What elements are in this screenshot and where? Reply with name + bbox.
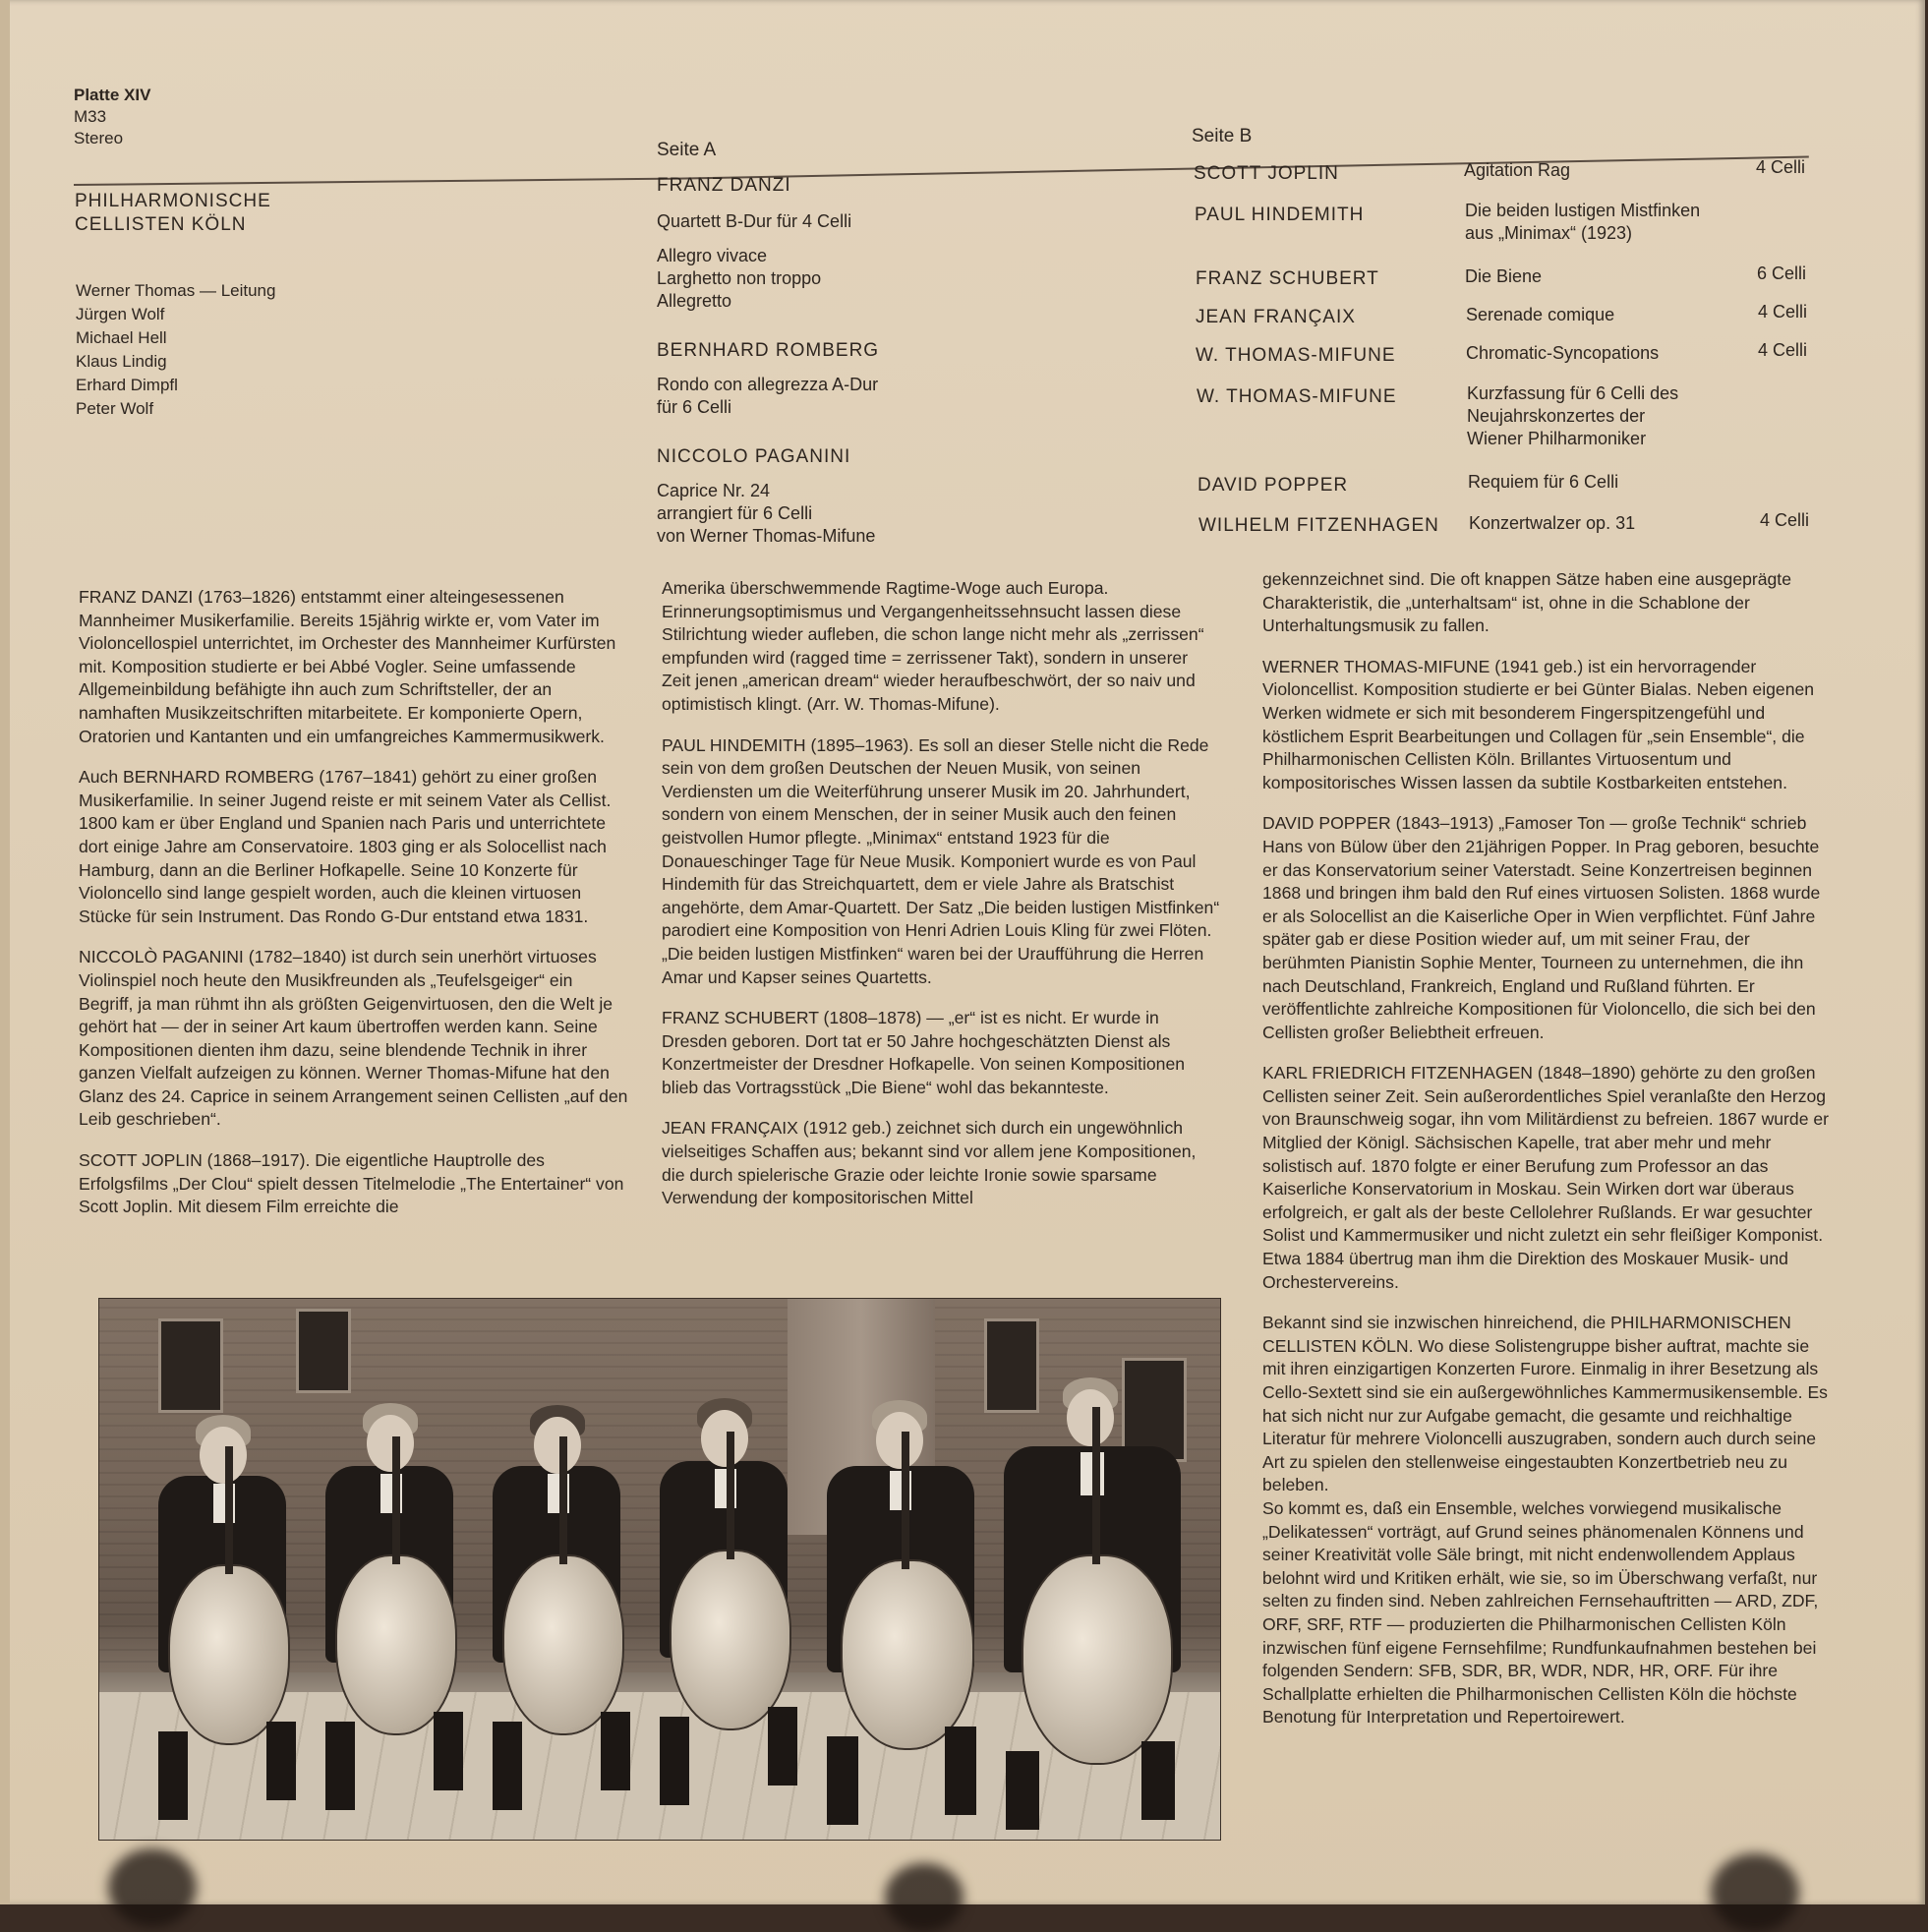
- work-title: für 6 Celli: [657, 397, 732, 417]
- musician: Werner Thomas — Leitung: [76, 281, 276, 300]
- note-paragraph: gekennzeichnet sind. Die oft knappen Sätze haben eine ausgeprägte Charakteristik, die „unterhaltsam“ ist, ohne in die Schablone der Unterhaltungsmusik zu fallen.: [1262, 569, 1791, 636]
- note-paragraph: KARL FRIEDRICH FITZENHAGEN (1848–1890) gehörte zu den großen Cellisten seiner Zeit. Sein außerordentliches Spiel veranlaßte den Herzog von Braunschweig sogar, ihn vom Militärdienst zu befreien. 1867 wurde er Mitglied der Königl. Sächsischen Kapelle, trat aber mehr und mehr solistisch auf. 1870 folgte er einer Berufung zum Professor an das Kaiserliche Konservatorium in Moskau. Sein Wirken dort war überaus erfolgreich, er galt als der beste Cellolehrer Rußlands. Er war gesuchter Solist und Kammermusiker und nicht zuletzt ein sehr fleißiger Komponist. Etwa 1884 übertrug man ihm die Direktion des Moskauer Musik- und Orchestervereins.: [1262, 1063, 1830, 1292]
- movement: Allegretto: [657, 291, 732, 311]
- side-a-label: Seite A: [657, 140, 717, 160]
- cellist: [139, 1407, 306, 1820]
- note-paragraph: NICCOLÒ PAGANINI (1782–1840) ist durch sein unerhört virtuoses Violinspiel noch heute den Musikfreunden als „Teufelsgeiger“ ein Begriff, ja man rühmt ihn als größten Geigenvirtuosen, den die Welt je gehört hat — der in seiner Art kaum übertroffen werden kann. Seine Kompositionen dienten ihm dazu, seine blendende Technik in ihrer ganzen Vielfalt aufzeigen zu können. Werner Thomas-Mifune hat den Glanz des 24. Caprice in seinem Arrangement seinen Cellisten „auf den Leib geschrieben“.: [79, 947, 628, 1130]
- celli-count: 4 Celli: [1758, 340, 1808, 360]
- musician-list: [76, 279, 275, 421]
- work-title: von Werner Thomas-Mifune: [657, 526, 876, 546]
- note-paragraph: PAUL HINDEMITH (1895–1963). Es soll an dieser Stelle nicht die Rede sein von dem großen Deutschen der Neuen Musik, von seinen Verdiensten um die Weiterführung unserer Musik im 20. Jahrhundert, sondern von einem Menschen, der in seiner Musik auch den feinen geistvollen Humor pflegte. „Minimax“ entstand 1923 für die Donaueschinger Tage für Neue Musik. Komponiert wurde es von Paul Hindemith für das Streichquartett, dem er viele Jahre als Bratschist angehörte, dem Amar-Quartett. Der Satz „Die beiden lustigen Mistfinken“ parodiert eine Komposition von Henri Adrien Louis Kling für zwei Flöten. „Die beiden lustigen Mistfinken“ waren bei der Uraufführung die Herren Amar und Kapser seines Quartetts.: [662, 734, 1220, 987]
- cellist: [640, 1392, 807, 1805]
- page-edge: [0, 0, 10, 1904]
- composer-name: BERNHARD ROMBERG: [657, 340, 880, 361]
- work-line: Kurzfassung für 6 Celli des: [1467, 383, 1679, 403]
- side-b-label: Seite B: [1192, 126, 1253, 146]
- celli-count: 4 Celli: [1760, 510, 1810, 530]
- record-number: Platte XIV: [74, 86, 151, 104]
- ensemble-photo-icon: [98, 1298, 1221, 1841]
- work-title: Serenade comique: [1466, 305, 1615, 324]
- work-title: [1465, 200, 1700, 245]
- work-line: Wiener Philharmoniker: [1467, 429, 1647, 448]
- composer-name: NICCOLO PAGANINI: [657, 446, 851, 467]
- movement: Allegro vivace: [657, 246, 768, 265]
- note-paragraph: SCOTT JOPLIN (1868–1917). Die eigentliche Hauptrolle des Erfolgsfilms „Der Clou“ spielt dessen Titelmelodie „The Entertainer“ von Scott Joplin. Mit diesem Film erreichte die: [79, 1150, 624, 1217]
- window: [158, 1318, 223, 1413]
- note-paragraph: Bekannt sind sie inzwischen hinreichend, die PHILHARMONISCHEN CELLISTEN KÖLN. Wo diese Solistengruppe bisher auftrat, machte sie mit ihren einzigartigen Konzerten Furore. Einmalig in ihrer Besetzung als Cello-Sextett sind sie ein außergewöhnliches Kammermusikensemble. Es hat sich nicht nur zur Aufgabe gemacht, die gesamte und reichhaltige Literatur für mehrere Violoncelli auszugraben, sondern auch durch seine Art zu spielen den stellenweise eingestaubten Konzertbetrieb neu zu beleben.: [1262, 1313, 1828, 1495]
- note-paragraph: JEAN FRANÇAIX (1912 geb.) zeichnet sich durch ein ungewöhnlich vielseitiges Schaffen aus; bekannt sind vor allem jene Kompositionen, die durch spielerische Grazie oder leichte Ironie sowie sparsame Verwendung der kompositorischen Mittel: [662, 1118, 1197, 1208]
- work-title: Die Biene: [1465, 266, 1543, 286]
- work-title: Caprice Nr. 24: [657, 481, 771, 500]
- composer-name: PAUL HINDEMITH: [1195, 205, 1365, 225]
- work-title: Rondo con allegrezza A-Dur: [657, 375, 879, 394]
- note-paragraph: Auch BERNHARD ROMBERG (1767–1841) gehört zu einer großen Musikerfamilie. In seiner Jugend reiste er mit seinem Vater als Cellist. 1800 kam er über England und Spanien nach Paris und unterrichtete dort einige Jahre am Conservatoire. 1803 ging er als Solocellist nach Hamburg, dann an die Berliner Hofkapelle. Seine 10 Konzerte für Violoncello sind lange gespielt worden, auch die kleinen virtuosen Stücke für sein Instrument. Das Rondo G-Dur entstand etwa 1831.: [79, 767, 612, 926]
- cellist: [984, 1368, 1200, 1830]
- work-title: [1467, 382, 1678, 450]
- work-line: aus „Minimax“ (1923): [1465, 223, 1633, 243]
- liner-notes-column-1: [79, 586, 629, 1237]
- work-title: arrangiert für 6 Celli: [657, 503, 813, 523]
- work-line: Die beiden lustigen Mistfinken: [1465, 201, 1701, 220]
- composer-name: SCOTT JOPLIN: [1194, 163, 1339, 184]
- thumb-shadow: [1711, 1853, 1799, 1932]
- composer-name: FRANZ DANZI: [657, 175, 791, 196]
- musician: Peter Wolf: [76, 399, 154, 418]
- celli-count: 6 Celli: [1757, 263, 1807, 283]
- musician: Jürgen Wolf: [76, 305, 165, 323]
- record-format: Stereo: [74, 129, 124, 147]
- movement: Larghetto non troppo: [657, 268, 822, 288]
- note-paragraph: DAVID POPPER (1843–1913) „Famoser Ton — große Technik“ schrieb Hans von Bülow über den 21jährigen Popper. In Prag geboren, besuchte er das Konservatorium seiner Vaterstadt. Seine Konzertreisen beginnen 1868 und bringen ihm bald den Ruf eines virtuosen Solisten. 1868 wurde er als Solocellist an die Kaiserliche Oper in Wien verpflichtet. Fünf Jahre später gab er diese Position wieder auf, um mit seiner Frau, der berühmten Pianistin Sophie Menter, Tourneen zu unternehmen, die ihn nach Deutschland, Frankreich, England und Rußland führten. Er veröffentlichte zahlreiche Kompositionen für Violoncello, die sich bei den Cellisten großer Beliebtheit erfreuen.: [1262, 813, 1821, 1042]
- celli-count: 4 Celli: [1758, 302, 1808, 322]
- liner-notes-column-3: [1262, 568, 1831, 1747]
- composer-name: DAVID POPPER: [1198, 475, 1349, 496]
- work-title: Quartett B-Dur für 4 Celli: [657, 211, 852, 231]
- musician: Michael Hell: [76, 328, 167, 347]
- musician: Klaus Lindig: [76, 352, 167, 371]
- liner-notes-column-2: [662, 577, 1220, 1228]
- record-info: [74, 85, 150, 149]
- composer-name: W. THOMAS-MIFUNE: [1196, 345, 1396, 366]
- work-title: Chromatic-Syncopations: [1466, 343, 1660, 363]
- note-paragraph: FRANZ DANZI (1763–1826) entstammt einer alteingesessenen Mannheimer Musikerfamilie. Bereits 15jährig wirkte er, vom Vater im Violoncellospiel unterrichtet, im Orchester des Mannheimer Kurfürsten mit. Komposition studierte er bei Abbé Vogler. Seine umfassende Allgemeinbildung befähigte ihn auch zum Schriftsteller, der an namhaften Musikzeitschriften mitarbeitete. Er komponierte Opern, Oratorien und Kantanten und ein umfangreiches Kammermusikwerk.: [79, 587, 616, 746]
- cellist: [807, 1392, 994, 1825]
- window: [296, 1309, 351, 1393]
- ensemble-line-2: CELLISTEN KÖLN: [75, 214, 247, 235]
- ensemble-line-1: PHILHARMONISCHE: [75, 191, 271, 211]
- cellist: [473, 1397, 640, 1810]
- thumb-shadow: [108, 1848, 197, 1927]
- composer-name: WILHELM FITZENHAGEN: [1198, 515, 1439, 536]
- note-paragraph: Amerika überschwemmende Ragtime-Woge auch Europa. Erinnerungsoptimismus und Vergangenheitssehnsucht lassen diese Stilrichtung wieder aufleben, die schon lange nicht mehr als „zerrissen“ empfunden wird (ragged time = zerrissener Takt), sondern in unserer Zeit jenen „american dream“ wieder heraufbeschwört, der so naiv und optimistisch klingt. (Arr. W. Thomas-Mifune).: [662, 578, 1204, 714]
- side-a-tracklist: [657, 175, 879, 548]
- composer-name: JEAN FRANÇAIX: [1196, 307, 1356, 327]
- header-rule-left: [74, 178, 664, 186]
- musician: Erhard Dimpfl: [76, 376, 178, 394]
- celli-count: 4 Celli: [1756, 157, 1806, 177]
- ensemble-name: [75, 190, 271, 237]
- cellist: [306, 1397, 473, 1810]
- composer-name: W. THOMAS-MIFUNE: [1197, 386, 1397, 407]
- note-paragraph: WERNER THOMAS-MIFUNE (1941 geb.) ist ein hervorragender Violoncellist. Komposition studierte er bei Günter Bialas. Neben eigenen Werken widmete er sich mit besonderem Fingerspitzengefühl und köstlichem Esprit Bearbeitungen und Collagen für „sein Ensemble“, die Philharmonischen Cellisten Köln. Brillantes Virtuosentum und kompositorisches Wissen lassen da subtile Kostbarkeiten entstehen.: [1262, 656, 1815, 792]
- note-paragraph: FRANZ SCHUBERT (1808–1878) — „er“ ist es nicht. Er wurde in Dresden geboren. Dort tat er 50 Jahre hochgeschätzten Dienst als Konzertmeister der Dresdner Hofkapelle. Von seinen Kompositionen blieb das Vortragsstück „Die Biene“ wohl das bekannteste.: [662, 1008, 1186, 1097]
- composer-name: FRANZ SCHUBERT: [1196, 268, 1379, 289]
- catalog-number: M33: [74, 107, 107, 126]
- note-paragraph: So kommt es, daß ein Ensemble, welches vorwiegend musikalische „Delikatessen“ vorträgt, auf Grund seines phänomenalen Könnens und seiner Kreativität volle Säle bringt, mit nicht endenwollendem Applaus belohnt wird und Kritiken erhält, wie sie, so im Überschwang verfaßt, nur selten zu finden sind. Neben zahlreichen Fernsehauftritten — ARD, ZDF, ORF, SRF, RTF — produzierten die Philharmonischen Cellisten Köln inzwischen fünf eigene Fernsehfilme; Rundfunkaufnahmen bestehen bei folgenden Sendern: SFB, SDR, BR, WDR, NDR, HR, ORF. Für ihre Schallplatte erhielten die Philharmonischen Cellisten Köln die höchste Benotung für Interpretation und Repertoirewert.: [1262, 1497, 1819, 1727]
- thumb-shadow: [885, 1863, 964, 1932]
- work-line: Neujahrskonzertes der: [1467, 406, 1646, 426]
- work-title: Konzertwalzer op. 31: [1469, 513, 1636, 533]
- work-title: Requiem für 6 Celli: [1468, 472, 1619, 492]
- work-title: Agitation Rag: [1464, 160, 1571, 180]
